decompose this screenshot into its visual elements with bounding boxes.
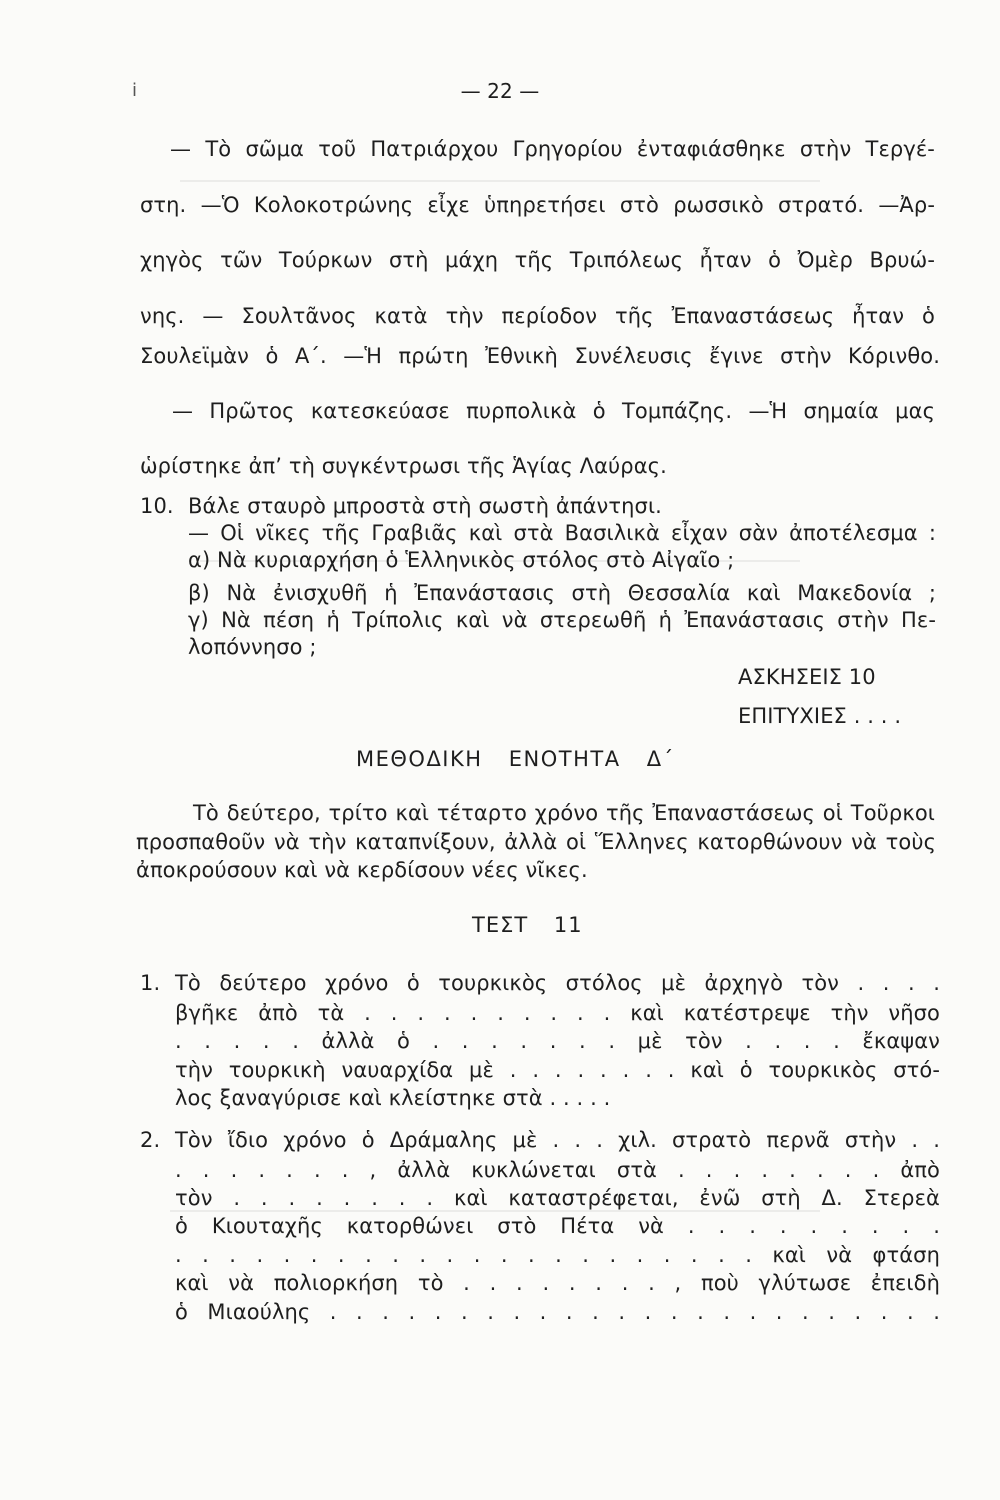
question-line: βγῆκε ἀπὸ τὰ . . . . . . . . . . καὶ κατέστρεψε τὴν νῆσο: [175, 1001, 940, 1025]
question-line: Τὸν ἴδιο χρόνο ὁ Δράμαλης μὲ . . . χιλ. στρατὸ περνᾶ στὴν . .: [175, 1128, 940, 1152]
question-line: Τὸ δεύτερο χρόνο ὁ τουρκικὸς στόλος μὲ ἀρχηγὸ τὸν . . . .: [175, 971, 940, 995]
answer-option-c-cont: λοπόννησο ;: [188, 635, 317, 659]
text-line: — Τὸ σῶμα τοῦ Πατριάρχου Γρηγορίου ἐνταφιάσθηκε στὴν Τεργέ-: [170, 137, 935, 161]
answer-option-c: γ) Νὰ πέση ἡ Τρίπολις καὶ νὰ στερεωθῆ ἡ Ἐπανάστασις στὴν Πε-: [188, 608, 936, 632]
item-number: 10.: [140, 494, 174, 518]
text-line: χηγὸς τῶν Τούρκων στὴ μάχη τῆς Τριπόλεως ἦταν ὁ Ὀμὲρ Βρυώ-: [140, 248, 935, 272]
text-line: — Πρῶτος κατεσκεύασε πυρπολικὰ ὁ Τομπάζης. —Ἡ σημαία μας: [172, 399, 935, 423]
question-number: 1.: [140, 971, 161, 995]
text-line: στη. —Ὁ Κολοκοτρώνης εἶχε ὑπηρετήσει στὸ ρωσσικὸ στρατό. —Ἀρ-: [140, 193, 935, 217]
section-title: ΜΕΘΟΔΙΚΗ ΕΝΟΤΗΤΑ Δ΄: [356, 747, 675, 771]
question-line: ὁ Κιουταχῆς κατορθώνει στὸ Πέτα νὰ . . . . . . . . .: [175, 1214, 940, 1238]
question-line: . . . . . . . . . . . . . . . . . . . . . . καὶ νὰ φτάση: [175, 1243, 940, 1267]
item-instruction: Βάλε σταυρὸ μπροστὰ στὴ σωστὴ ἀπάντησι.: [188, 494, 662, 518]
question-number: 2.: [140, 1128, 161, 1152]
text-line: νης. — Σουλτᾶνος κατὰ τὴν περίοδον τῆς Ἐπαναστάσεως ἦταν ὁ: [140, 304, 935, 328]
section-intro-line: ἀποκρούσουν καὶ νὰ κερδίσουν νέες νῖκες.: [136, 858, 588, 882]
question-line: ὁ Μιαούλης . . . . . . . . . . . . . . . . . . . . . . . .: [175, 1300, 940, 1324]
question-line: . . . . . . . , ἀλλὰ κυκλώνεται στὰ . . . . . . . . ἀπὸ: [175, 1158, 940, 1182]
answer-option-b: β) Νὰ ἐνισχυθῆ ἡ Ἐπανάστασις στὴ Θεσσαλία καὶ Μακεδονία ;: [188, 581, 936, 605]
question-line: τὸν . . . . . . . . καὶ καταστρέφεται, ἐνῶ στὴ Δ. Στερεὰ: [175, 1186, 940, 1210]
margin-mark: i: [132, 80, 138, 101]
question-line: τὴν τουρκικὴ ναυαρχίδα μὲ . . . . . . . . καὶ ὁ τουρκικὸς στό-: [175, 1058, 940, 1082]
section-intro-line: Τὸ δεύτερο, τρίτο καὶ τέταρτο χρόνο τῆς Ἐπαναστάσεως οἱ Τοῦρκοι: [193, 801, 935, 825]
section-intro-line: προσπαθοῦν νὰ τὴν καταπνίξουν, ἀλλὰ οἱ Ἕλληνες κατορθώνουν νὰ τοὺς: [136, 830, 936, 854]
text-line: Σουλεϊμὰν ὁ Α΄. —Ἡ πρώτη Ἐθνικὴ Συνέλευσις ἔγινε στὴν Κόρινθο.: [140, 344, 940, 368]
question-line: λος ξαναγύρισε καὶ κλείστηκε στὰ . . . . .: [175, 1086, 611, 1110]
text-line: ὡρίστηκε ἀπ’ τὴ συγκέντρωσι τῆς Ἁγίας Λαύρας.: [140, 454, 667, 478]
item-question: — Οἱ νῖκες τῆς Γραβιᾶς καὶ στὰ Βασιλικὰ εἶχαν σὰν ἀποτέλεσμα :: [188, 521, 936, 545]
page-number: — 22 —: [460, 79, 540, 103]
question-line: καὶ νὰ πολιορκήση τὸ . . . . . . . . , ποὺ γλύτωσε ἐπειδὴ: [175, 1271, 940, 1295]
question-line: . . . . . ἀλλὰ ὁ . . . . . . . μὲ τὸν . . . . ἔκαψαν: [175, 1029, 940, 1053]
successes-count: ΕΠΙΤΥΧΙΕΣ . . . .: [738, 704, 902, 728]
answer-option-a: α) Νὰ κυριαρχήση ὁ Ἑλληνικὸς στόλος στὸ Αἰγαῖο ;: [188, 548, 735, 572]
test-title: ΤΕΣΤ 11: [472, 913, 583, 937]
exercises-count: ΑΣΚΗΣΕΙΣ 10: [738, 665, 876, 689]
